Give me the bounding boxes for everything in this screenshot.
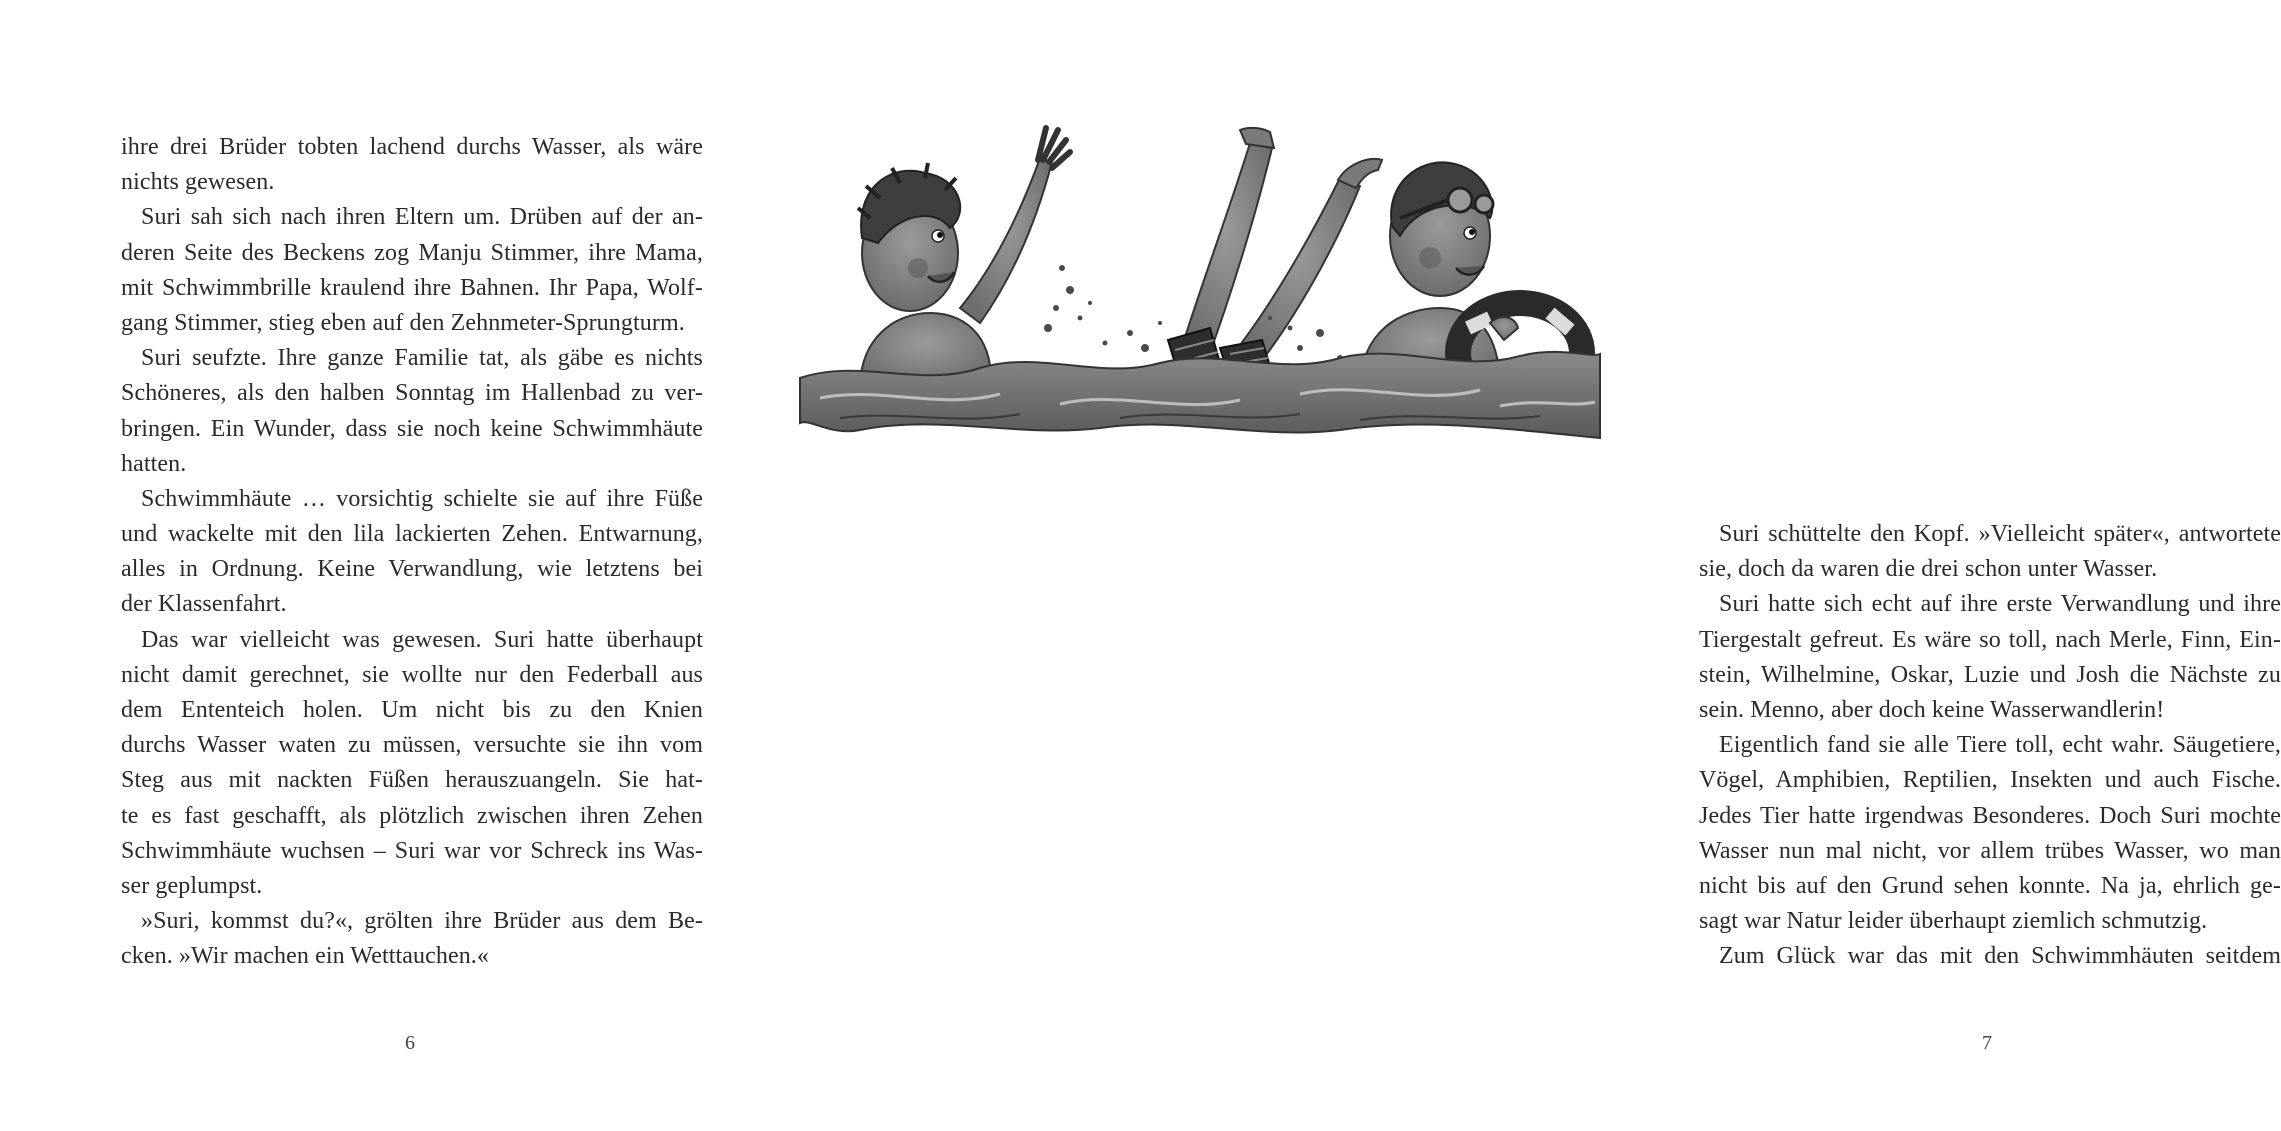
page-number-right: 7 <box>1982 1032 1992 1054</box>
text-line: und wackelte mit den lila lackierten Zehen. Entwarnung, <box>121 521 703 548</box>
text-line: Schöneres, als den halben Sonntag im Hallenbad zu ver- <box>121 380 703 407</box>
right-page-text <box>1699 517 2281 974</box>
text-line: sein. Menno, aber doch keine Wasserwandlerin! <box>1699 696 2165 723</box>
left-page <box>0 0 800 1131</box>
text-line: Suri sah sich nach ihren Eltern um. Drüben auf der an- <box>141 204 703 231</box>
text-line: hatten. <box>121 450 187 477</box>
text-line: nicht bis auf den Grund sehen konnte. Na ja, ehrlich ge- <box>1699 872 2281 899</box>
text-line: ihre drei Brüder tobten lachend durchs Wasser, als wäre <box>121 134 703 160</box>
text-line: Steg aus mit nackten Füßen herauszuangeln. Sie hat- <box>121 767 703 794</box>
text-line: Wasser nun mal nicht, vor allem trübes Wasser, wo man <box>1699 837 2281 864</box>
left-child-figure <box>858 128 1070 388</box>
text-line: nichts gewesen. <box>121 169 275 196</box>
text-line: Suri schüttelte den Kopf. »Vielleicht später«, antwortete <box>1719 521 2281 547</box>
text-line: dem Ententeich holen. Um nicht bis zu den Knien <box>121 697 703 723</box>
text-line: sagt war Natur leider überhaupt ziemlich schmutzig. <box>1699 908 2208 935</box>
text-line: Suri seufzte. Ihre ganze Familie tat, als gäbe es nichts <box>141 345 703 372</box>
text-line: Jedes Tier hatte irgendwas Besonderes. Doch Suri mochte <box>1699 802 2281 829</box>
text-line: der Klassenfahrt. <box>121 591 287 618</box>
text-line: ser geplumpst. <box>121 872 263 899</box>
text-line: deren Seite des Beckens zog Manju Stimmer, ihre Mama, <box>121 239 703 266</box>
text-line: Schwimmhäute … vorsichtig schielte sie auf ihre Füße <box>141 485 703 512</box>
text-line: Schwimmhäute wuchsen – Suri war vor Schreck ins Was- <box>121 837 703 864</box>
text-line: gang Stimmer, stieg eben auf den Zehnmeter-Sprungturm. <box>121 309 685 336</box>
swimming-children-illustration <box>800 118 1600 458</box>
text-line: sie, doch da waren die drei schon unter Wasser. <box>1699 556 2158 583</box>
text-line: durchs Wasser waten zu müssen, versuchte sie ihn vom <box>121 732 703 759</box>
page-number-left: 6 <box>405 1032 415 1054</box>
text-line: nicht damit gerechnet, sie wollte nur den Federball aus <box>121 661 703 688</box>
text-line: Zum Glück war das mit den Schwimmhäuten seitdem <box>1719 943 2281 970</box>
text-line: te es fast geschafft, als plötzlich zwischen ihren Zehen <box>121 802 703 829</box>
text-line: Tiergestalt gefreut. Es wäre so toll, nach Merle, Finn, Ein- <box>1699 626 2281 653</box>
text-line: Das war vielleicht was gewesen. Suri hatte überhaupt <box>141 626 703 653</box>
text-line: Vögel, Amphibien, Reptilien, Insekten und auch Fische. <box>1699 767 2281 794</box>
text-line: stein, Wilhelmine, Oskar, Luzie und Josh die Nächste zu <box>1699 661 2281 688</box>
text-line: mit Schwimmbrille kraulend ihre Bahnen. Ihr Papa, Wolf- <box>121 274 703 301</box>
left-page-text <box>121 130 703 975</box>
diving-child-legs <box>1168 128 1382 373</box>
text-line: bringen. Ein Wunder, dass sie noch keine Schwimmhäute <box>121 415 703 442</box>
text-line: Suri hatte sich echt auf ihre erste Verwandlung und ihre <box>1719 591 2281 618</box>
text-line: »Suri, kommst du?«, grölten ihre Brüder aus dem Be- <box>141 908 703 935</box>
text-line: cken. »Wir machen ein Wetttauchen.« <box>121 943 490 970</box>
text-line: Eigentlich fand sie alle Tiere toll, echt wahr. Säugetiere, <box>1719 732 2281 759</box>
text-line: alles in Ordnung. Keine Verwandlung, wie letztens bei <box>121 556 703 583</box>
